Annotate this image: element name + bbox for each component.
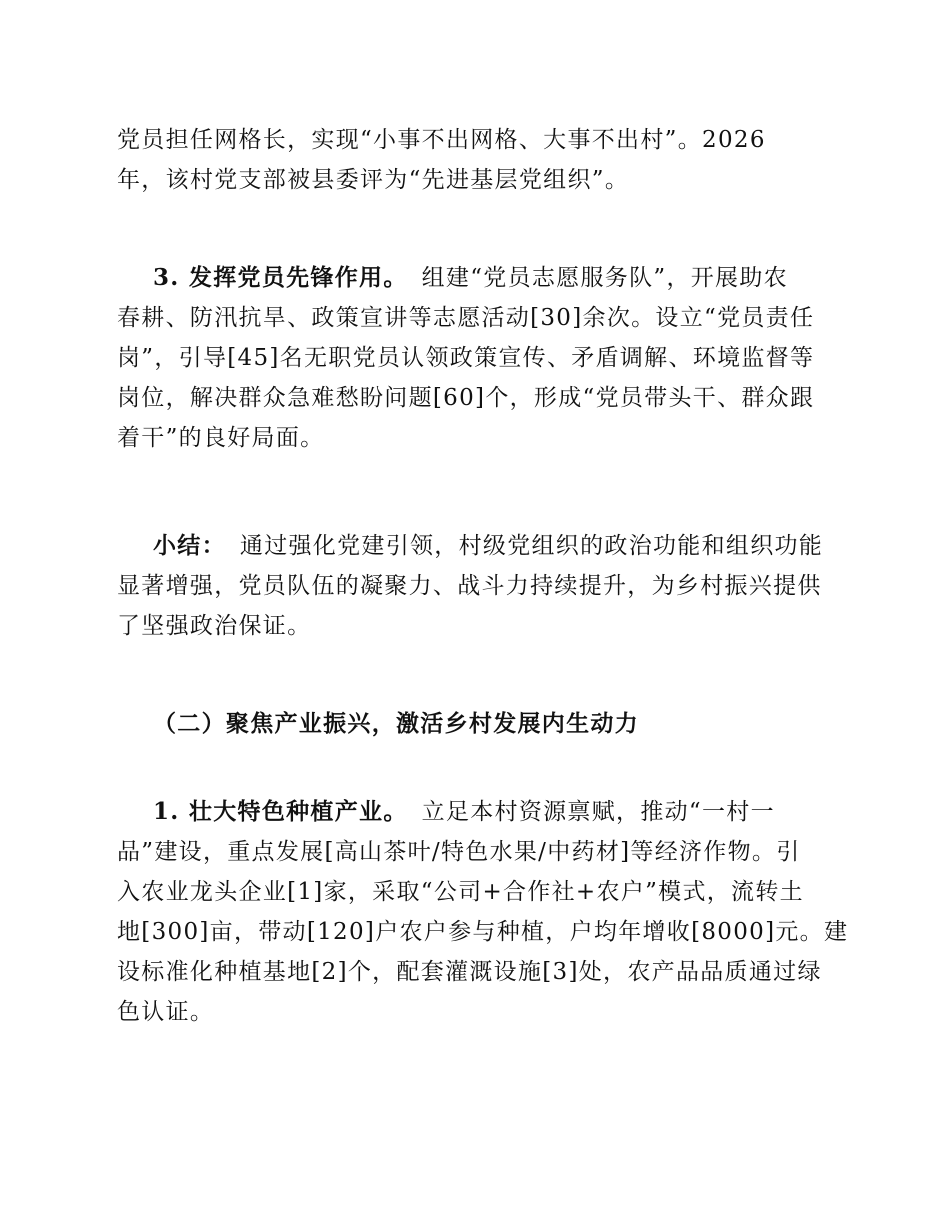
text-line: 地[300]亩，带动[120]户农户参与种植，户均年增收[8000]元。建 [117, 919, 849, 945]
item-1-first-line [117, 792, 837, 832]
text-line: 岗”，引导[45]名无职党员认领政策宣传、矛盾调解、环境监督等 [117, 345, 815, 371]
item-1-paragraph [117, 792, 849, 1032]
item-1-first-line-text: 立足本村资源禀赋，推动“一村一 [421, 799, 775, 825]
text-line: 色认证。 [117, 999, 215, 1025]
paragraph-continuation [117, 120, 837, 200]
text-line: 显著增强，党员队伍的凝聚力、战斗力持续提升，为乡村振兴提供 [117, 573, 822, 599]
text-line: 春耕、防汛抗旱、政策宣讲等志愿活动[30]余次。设立“党员责任 [117, 305, 815, 331]
text-line: 了坚强政治保证。 [117, 613, 312, 639]
text-line: 设标准化种植基地[2]个，配套灌溉设施[3]处，农产品品质通过绿 [117, 959, 822, 985]
text-line: 入农业龙头企业[1]家，采取“公司+合作社+农户”模式，流转土 [117, 879, 804, 905]
item-3-first-line [117, 258, 837, 298]
text-line: 年，该村党支部被县委评为“先进基层党组织”。 [117, 167, 630, 193]
item-3-heading: 3. 发挥党员先锋作用。 [153, 264, 408, 291]
summary-first-line [117, 526, 837, 566]
section-heading-block [117, 704, 837, 744]
item-1-heading: 1. 壮大特色种植产业。 [153, 798, 408, 825]
text-line: 品”建设，重点发展[高山茶叶/特色水果/中药材]等经济作物。引 [117, 839, 801, 865]
summary-label: 小结： [153, 532, 226, 559]
summary-paragraph [117, 526, 837, 646]
item-3-first-line-text: 组建“党员志愿服务队”，开展助农 [421, 265, 788, 291]
summary-first-line-text: 通过强化党建引领，村级党组织的政治功能和组织功能 [239, 533, 824, 559]
item-3-paragraph [117, 258, 837, 458]
text-line: 党员担任网格长，实现“小事不出网格、大事不出村”。2026 [117, 127, 766, 153]
text-line: 着干”的良好局面。 [117, 425, 325, 451]
text-line: 岗位，解决群众急难愁盼问题[60]个，形成“党员带头干、群众跟 [117, 385, 815, 411]
section-heading: （二）聚焦产业振兴，激活乡村发展内生动力 [153, 710, 639, 737]
